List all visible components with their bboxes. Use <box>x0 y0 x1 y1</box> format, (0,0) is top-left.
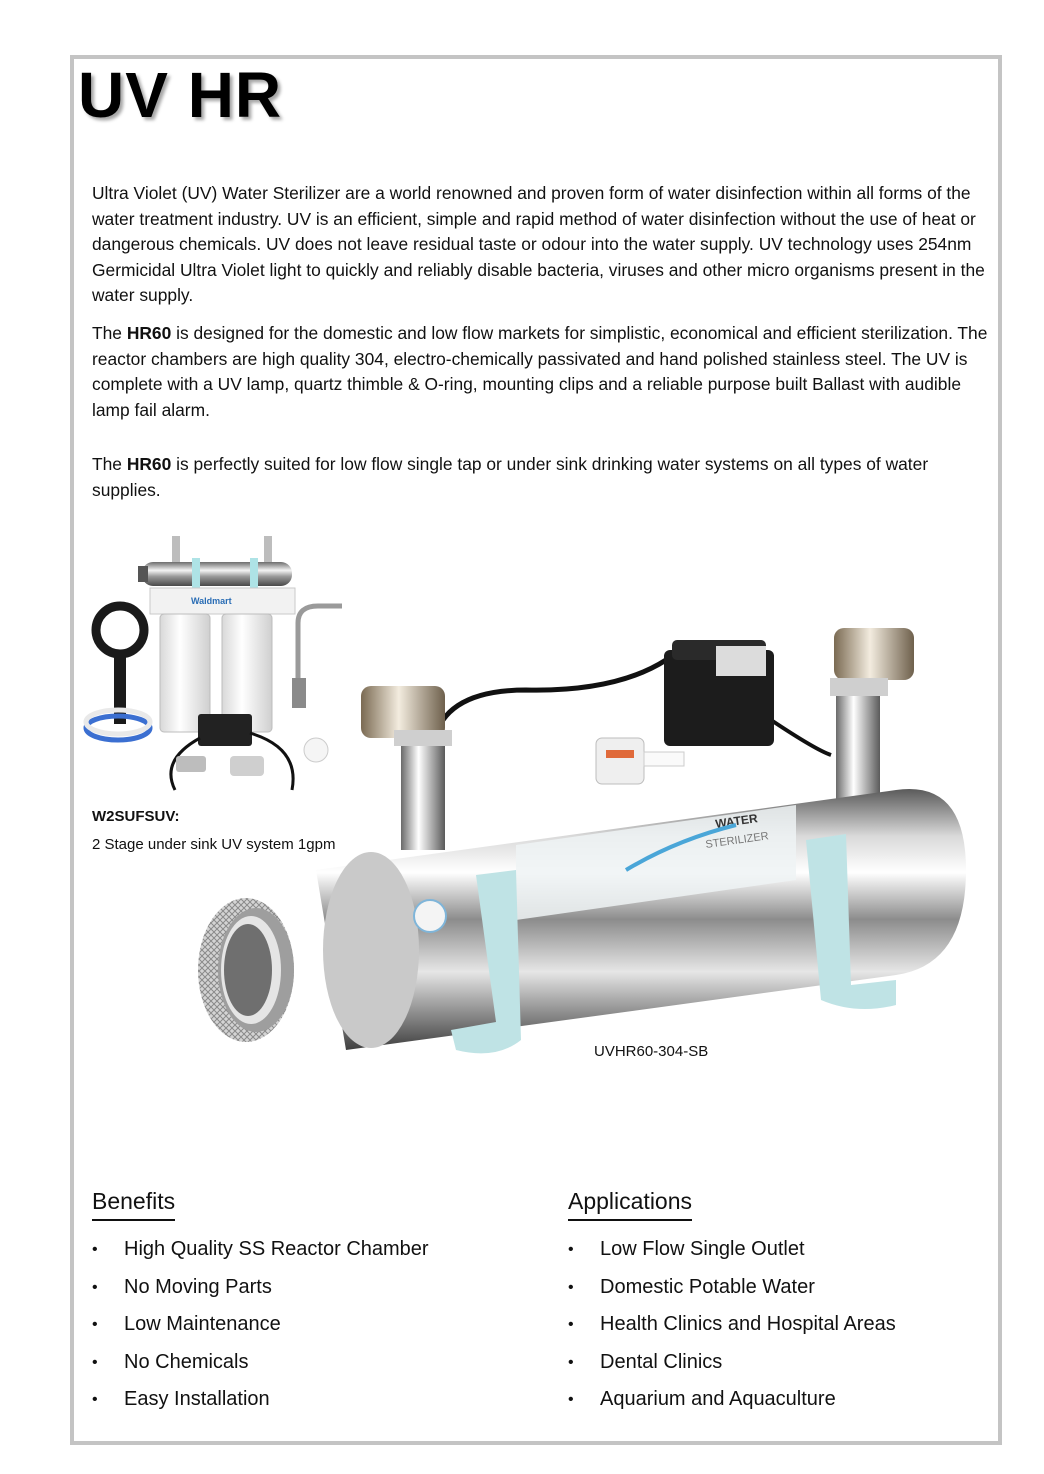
list-item: • Domestic Potable Water <box>568 1269 988 1307</box>
bullet-icon: • <box>568 1391 574 1408</box>
bullet-icon: • <box>568 1353 574 1371</box>
model-name: HR60 <box>126 454 172 474</box>
body-text: is perfectly suited for low flow single tap or under sink drinking water systems on all types of water supplies. <box>92 454 929 500</box>
bullet-icon: • <box>92 1353 98 1371</box>
intro-paragraph: Ultra Violet (UV) Water Sterilizer are a world renowned and proven form of water disinfection within all forms of the water treatment industry. UV is an efficient, simple and rapid method of water disinfection without the use of heat or dangerous chemicals. UV does not leave residual taste or odour into the water supply. UV technology uses 254nm Germicidal Ultra Violet light to quickly and reliably disable bacteria, viruses and other micro organisms present in the water supply. <box>92 183 985 305</box>
kit-product-code: W2SUFSUV: <box>92 808 180 825</box>
tube-label-water: WATER <box>714 811 759 831</box>
bullet-icon: • <box>92 1278 98 1296</box>
list-item: • Aquarium and Aquaculture <box>568 1381 988 1419</box>
tube-label-sterilizer: STERILIZER <box>704 830 770 851</box>
list-item: • Dental Clinics <box>568 1344 988 1382</box>
hr60-description-paragraph <box>92 321 988 423</box>
list-item: • No Moving Parts <box>92 1269 512 1307</box>
benefits-list <box>92 1231 512 1419</box>
uv-hr60-product-image <box>196 620 976 1100</box>
bullet-icon: • <box>568 1241 574 1258</box>
kit-brand-label: Waldmart <box>191 596 232 606</box>
lead-text: The <box>92 323 127 343</box>
benefits-heading: Benefits <box>92 1188 175 1221</box>
bullet-icon: • <box>92 1241 98 1258</box>
benefits-section <box>92 1188 512 1419</box>
list-item: • Health Clinics and Hospital Areas <box>568 1306 988 1344</box>
hr60-suitability-paragraph <box>92 452 988 503</box>
list-item: • High Quality SS Reactor Chamber <box>92 1231 512 1269</box>
list-item: • Low Flow Single Outlet <box>568 1231 988 1269</box>
bullet-icon: • <box>92 1391 98 1408</box>
lead-text: The <box>92 454 127 474</box>
page-title: UV HR <box>78 59 283 131</box>
uv-product-code: UVHR60-304-SB <box>594 1043 709 1060</box>
kit-product-description: 2 Stage under sink UV system 1gpm <box>92 836 336 853</box>
applications-heading: Applications <box>568 1188 692 1221</box>
applications-section <box>568 1188 988 1419</box>
bullet-icon: • <box>92 1316 98 1333</box>
bullet-icon: • <box>568 1278 574 1296</box>
body-text: is designed for the domestic and low flow markets for simplistic, economical and efficient sterilization. The reactor chambers are high quality 304, electro-chemically passivated and hand polished stainless steel. The UV is complete with a UV lamp, quartz thimble & O-ring, mounting clips and a reliable purpose built Ballast with audible lamp fail alarm. <box>92 323 988 420</box>
applications-list <box>568 1231 988 1419</box>
list-item: • Easy Installation <box>92 1381 512 1419</box>
bullet-icon: • <box>568 1316 574 1333</box>
list-item: • Low Maintenance <box>92 1306 512 1344</box>
model-name: HR60 <box>126 323 172 343</box>
list-item: • No Chemicals <box>92 1344 512 1382</box>
